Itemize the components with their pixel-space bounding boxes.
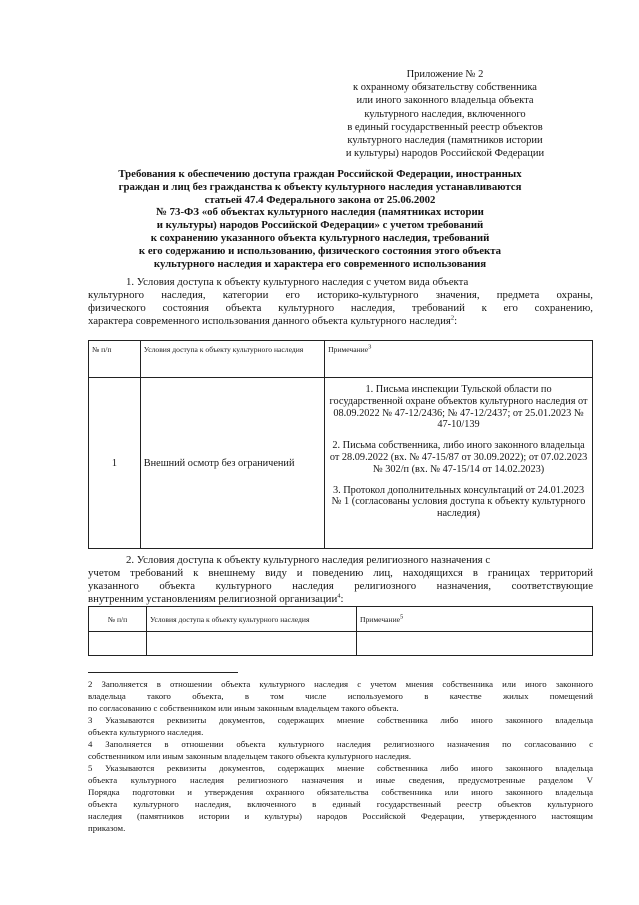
table-row <box>89 378 593 549</box>
section-2-paragraph <box>88 554 593 606</box>
header-notes <box>325 341 593 378</box>
title-line: статьей 47.4 Федерального закона от 25.06.2002 <box>204 193 436 206</box>
colon: : <box>340 593 344 605</box>
empty-cell <box>357 632 593 656</box>
footnote-line: Порядка подготовки и утверждения охранного обязательства собственника или иного законного владельца <box>88 787 593 797</box>
paragraph-line <box>88 593 593 606</box>
header-number: № п/п <box>89 341 141 378</box>
paragraph-line: указанного объекта культурного наследия религиозного назначения, соответствующие <box>88 580 593 592</box>
paragraph-line: культурного наследия, категории его историко-культурного значения, предмета охраны, <box>88 289 593 301</box>
paragraph-line-text: внутренним установлениям религиозной организации <box>88 593 338 605</box>
paragraph-line <box>88 315 593 328</box>
footnote-line: наследия (памятников истории и культуры) народов Российской Федерации, утвержденного настоящим <box>88 811 593 821</box>
footnote-line: владельца такого объекта, в том числе используемого в качестве жилых помещений <box>88 691 593 701</box>
header-notes-label: Примечание <box>328 345 369 354</box>
footnote-ref: 3 <box>368 343 372 351</box>
row-notes <box>325 378 593 549</box>
empty-cell <box>147 632 357 656</box>
footnote-line: приказом. <box>88 823 126 833</box>
footnote-line: 4 Заполняется в отношении объекта культурного наследия религиозного назначения по согласованию с <box>88 739 593 749</box>
table-header-row <box>89 341 593 378</box>
table-header-row <box>89 607 593 632</box>
footnote-line: 3 Указываются реквизиты документов, содержащих мнение собственника либо иного законного владельца <box>88 715 593 725</box>
empty-cell <box>89 632 147 656</box>
section-1-paragraph <box>88 276 593 328</box>
footnote-line: объекта культурного наследия, включенного в единый государственный реестр объектов культурного <box>88 799 593 809</box>
title-line: и культуры) народов Российской Федерации» с учетом требований <box>156 219 484 232</box>
note-item: 3. Протокол дополнительных консультаций от 24.01.2023 № 1 (согласованы условия доступа к объекту культурного наследия) <box>331 484 586 520</box>
header-notes-label: Примечание <box>360 614 401 624</box>
table-row-empty <box>89 632 593 656</box>
religious-access-table <box>88 606 593 656</box>
title-line: № 73-ФЗ «об объектах культурного наследия (памятниках истории <box>156 206 484 219</box>
paragraph-line: учетом требований к внешнему виду и поведению лиц, находящихся в границах территорий <box>88 567 593 579</box>
annex-line: к охранному обязательству собственника <box>353 82 537 94</box>
title-line: к сохранению указанного объекта культурного наследия, требований <box>150 231 490 244</box>
annex-line: культурного наследия, включенного <box>364 108 526 120</box>
header-notes <box>357 607 593 632</box>
title-line: Требования к обеспечению доступа граждан Российской Федерации, иностранных <box>118 168 522 180</box>
title-line: культурного наследия и характера его современного использования <box>153 257 487 270</box>
header-number: № п/п <box>89 607 147 632</box>
document-title <box>70 168 570 270</box>
annex-header <box>300 68 590 160</box>
paragraph-line: 1. Условия доступа к объекту культурного наследия с учетом вида объекта <box>126 276 469 288</box>
paragraph-line: физического состояния объекта культурного наследия, требований к его сохранению, <box>88 302 593 314</box>
footnote-line: объекта культурного наследия религиозного назначения и иные сведения, предусмотренные разделом V <box>88 775 593 785</box>
footnote-ref: 4 <box>337 592 341 600</box>
annex-line: Приложение № 2 <box>406 69 484 80</box>
annex-line: и культуры) народов Российской Федерации <box>345 148 545 160</box>
note-item: 2. Письма собственника, либо иного законного владельца от 28.09.2022 (вх. № 47-15/87 от 30.09.2022); от 07.02.2023 № 302/п (вх. № 47-15/14 от 14.02.2023) <box>329 440 588 475</box>
footnote-line: по согласованию с собственником или иным законным владельцем такого объекта. <box>88 703 399 713</box>
title-line: к его содержанию и использованию, физического состояния этого объекта <box>138 244 502 257</box>
footnote-line: объекта культурного наследия. <box>88 727 204 737</box>
paragraph-line: 2. Условия доступа к объекту культурного наследия религиозного назначения с <box>126 554 491 566</box>
header-conditions: Условия доступа к объекту культурного наследия <box>147 607 357 632</box>
footnotes <box>88 678 593 834</box>
paragraph-line-text: характера современного использования данного объекта культурного наследия <box>88 315 451 327</box>
footnote-line: собственником или иным законным владельцем такого объекта культурного наследия. <box>88 751 412 761</box>
title-line: граждан и лиц без гражданства к объекту культурного наследия устанавливаются <box>118 180 522 193</box>
footnote-line: 2 Заполняется в отношении объекта культурного наследия с учетом мнения собственника или иного законного <box>88 679 593 689</box>
row-condition: Внешний осмотр без ограничений <box>140 378 324 549</box>
footnote-separator <box>88 672 238 673</box>
footnote-line: 5 Указываются реквизиты документов, содержащих мнение собственника либо иного законного владельца <box>88 763 593 773</box>
colon: : <box>454 315 458 327</box>
note-item: 1. Письма инспекции Тульской области по государственной охране объектов культурного наследия от 08.09.2022 № 47-12/2436; № 47-12/2437; от 25.01.2023 № 47-10/139 <box>329 384 588 431</box>
footnote-ref: 2 <box>450 314 455 322</box>
row-number: 1 <box>89 378 141 549</box>
access-conditions-table <box>88 340 593 549</box>
header-conditions: Условия доступа к объекту культурного наследия <box>140 341 324 378</box>
annex-line: культурного наследия (памятников истории <box>347 135 543 147</box>
annex-line: в единый государственный реестр объектов <box>347 121 543 133</box>
annex-line: или иного законного владельца объекта <box>356 95 534 107</box>
footnote-ref: 5 <box>400 612 404 620</box>
